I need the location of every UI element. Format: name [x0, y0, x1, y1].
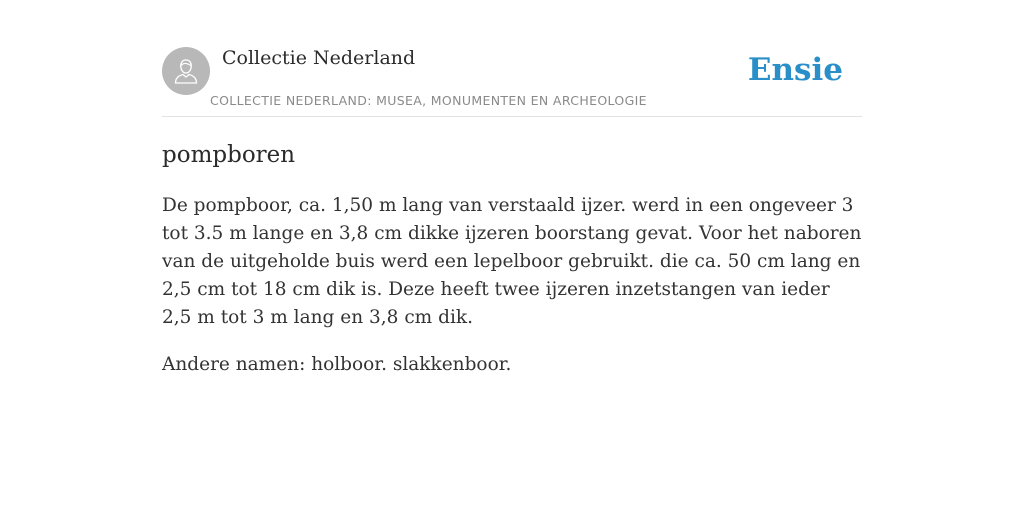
other-names-text: Andere namen: holboor. slakkenboor. [162, 354, 512, 375]
entry-header [162, 46, 862, 117]
user-icon [171, 56, 201, 86]
author-name[interactable]: Collectie Nederland [222, 47, 416, 69]
page-title: pompboren [162, 142, 296, 168]
author-subtitle[interactable]: COLLECTIE NEDERLAND: MUSEA, MONUMENTEN EN ARCHEOLOGIE [210, 93, 647, 108]
ensie-logo[interactable]: Ensie [747, 52, 843, 88]
author-avatar[interactable] [162, 47, 210, 95]
definition-text: De pompboor, ca. 1,50 m lang van verstaald ijzer. werd in een ongeveer 3 tot 3.5 m lange en 3,8 cm dikke ijzeren boorstang gevat. Voor het naboren van de uitgeholde buis werd een lepelboor gebruikt. die ca. 50 cm lang en 2,5 cm tot 18 cm dik is. Deze heeft twee ijzeren inzetstangen van ieder 2,5 m tot 3 m lang en 3,8 cm dik. [162, 195, 862, 328]
